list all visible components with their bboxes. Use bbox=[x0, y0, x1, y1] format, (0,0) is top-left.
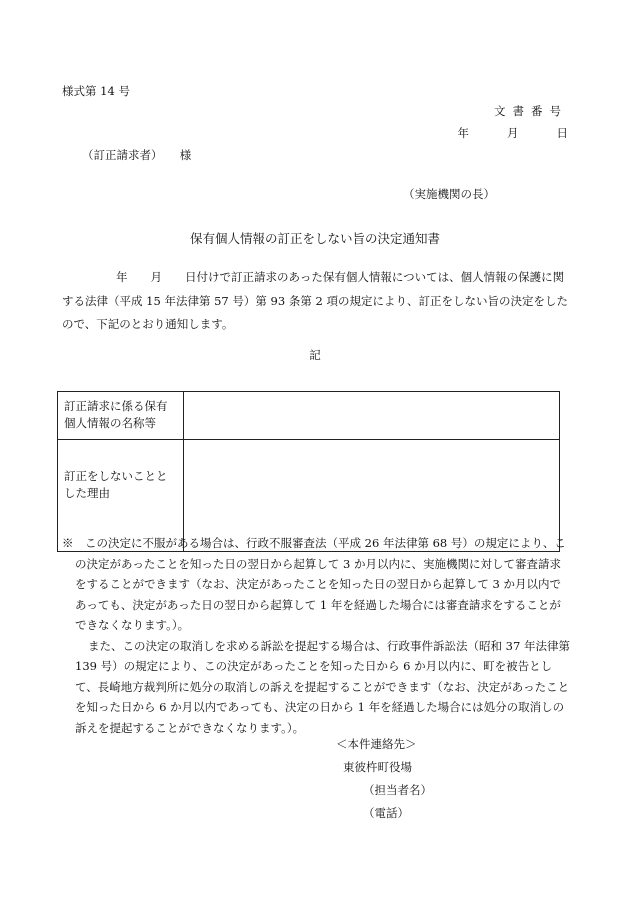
note-appeal: ※ この決定に不服がある場合は、行政不服審査法（平成 26 年法律第 68 号）の規定により、この決定があったことを知った日の翌日から起算して 3 か月以内に、実施機関に対して審査請求をすることができます（なお、決定があったことを知った日の翌日から起算して 3 か月以内であっても、決定があった日の翌日から起算して 1 年を経過した場合には審査請求をすることができなくなります。）。 bbox=[62, 536, 566, 632]
document-number-label: 文書番号 bbox=[494, 104, 568, 118]
document-title: 保有個人情報の訂正をしない旨の決定通知書 bbox=[189, 231, 440, 246]
contact-office: 東彼杵町役場 bbox=[343, 760, 412, 774]
body-paragraph: 年 月 日付けで訂正請求のあった保有個人情報については、個人情報の保護に関する法律（平成 15 年法律第 57 号）第 93 条第 2 項の規定により、訂正をしない旨の決定をしたので、下記のとおり通知します。 bbox=[62, 270, 568, 331]
contact-phone: （電話） bbox=[363, 806, 409, 820]
recipient-line: （訂正請求者） 様 bbox=[82, 148, 192, 162]
agency-head: （実施機関の長） bbox=[403, 187, 495, 201]
info-table bbox=[57, 391, 560, 552]
date-day: 日 bbox=[556, 126, 568, 140]
contact-heading: ＜本件連絡先＞ bbox=[336, 737, 417, 751]
notes-section bbox=[62, 533, 572, 738]
table-row bbox=[58, 392, 560, 440]
note-lawsuit: また、この決定の取消しを求める訴訟を提起する場合は、行政事件訴訟法（昭和 37 年法律第 139 号）の規定により、この決定があったことを知った日から 6 か月以内に、町を被告として、長崎地方裁判所に処分の取消しの訴えを提起することができます（なお、決定があったことを知った日から 6 か月以内であっても、決定の日から 1 年を経過した場合には処分の取消しの訴えを提起することができなくなります。）。 bbox=[75, 638, 570, 735]
row2-label: 訂正をしないこととした理由 bbox=[58, 440, 184, 552]
date-year: 年 bbox=[457, 126, 469, 140]
date-month: 月 bbox=[507, 126, 519, 140]
row1-label: 訂正請求に係る保有個人情報の名称等 bbox=[58, 392, 184, 440]
ki-marker: 記 bbox=[309, 348, 321, 362]
contact-person: （担当者名） bbox=[363, 783, 432, 797]
form-number: 様式第 14 号 bbox=[62, 84, 130, 98]
row1-value[interactable] bbox=[184, 392, 560, 440]
date-line bbox=[458, 125, 569, 141]
